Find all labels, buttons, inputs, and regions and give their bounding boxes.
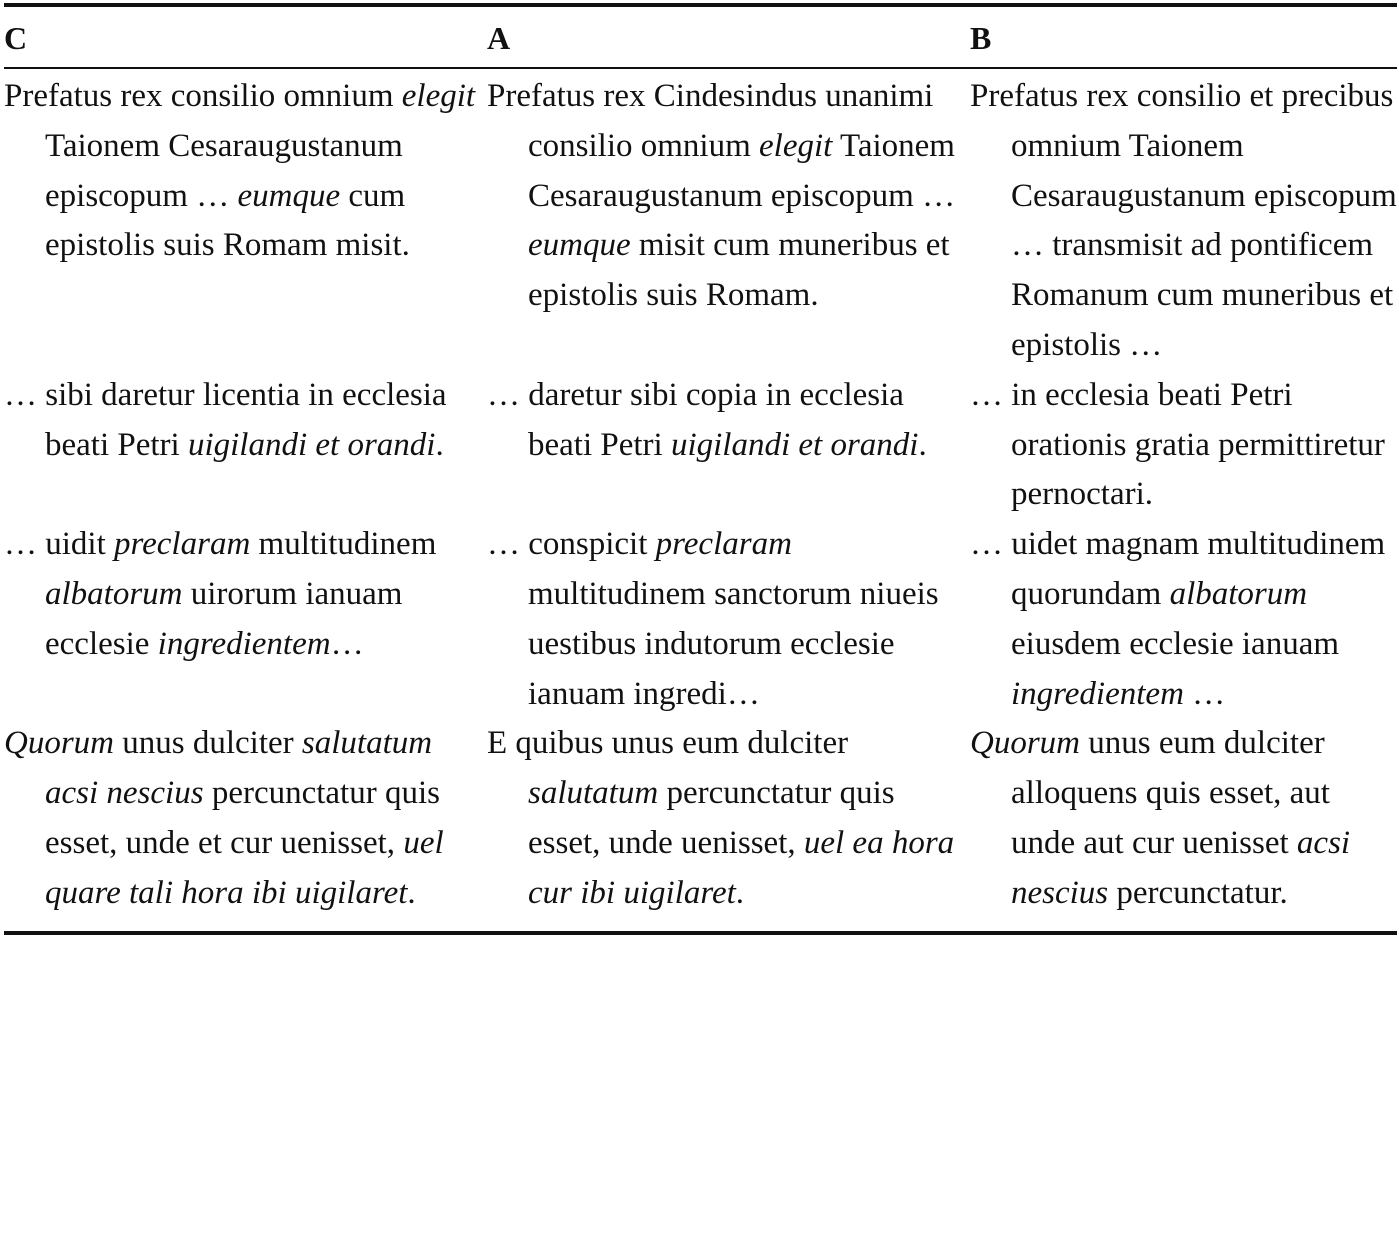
text-segment: multitudinem sanctorum niueis uestibus indutorum ecclesie ianuam ingredi…	[528, 575, 939, 712]
parallel-text-table	[4, 3, 1397, 935]
italic-text-segment: salutatum	[528, 775, 659, 812]
table-cell-c	[4, 520, 487, 719]
italic-text-segment: albatorum	[1169, 575, 1308, 612]
italic-text-segment: ingredientem	[157, 625, 331, 662]
text-segment: uirorum ianuam ecclesie	[45, 575, 403, 662]
text-segment: percunctatur quis esset, unde et cur uenisset,	[45, 775, 440, 861]
italic-text-segment: preclaram	[655, 526, 792, 563]
text-segment: .	[918, 426, 927, 463]
table-row	[4, 371, 1397, 520]
italic-text-segment: uel quare tali hora ibi uigilaret	[45, 824, 444, 911]
italic-text-segment: uel ea hora cur ibi uigilaret	[528, 824, 955, 911]
italic-text-segment: elegit	[759, 127, 833, 164]
text-segment: Prefatus rex consilio et precibus omnium Taionem Cesaraugustanum episcopum … transmisit ad pontificem Romanum cum muneribus et epistolis …	[970, 78, 1397, 363]
italic-text-segment: uigilandi et orandi	[670, 426, 919, 463]
italic-text-segment: eumque	[528, 227, 631, 264]
text-segment: percunctatur quis esset, unde uenisset,	[528, 775, 895, 861]
text-segment: …	[330, 625, 364, 662]
italic-text-segment: albatorum	[45, 575, 183, 612]
text-segment: .	[435, 426, 444, 463]
column-header-b: B	[970, 20, 992, 56]
text-segment: Prefatus rex consilio omnium	[4, 78, 402, 114]
italic-text-segment: salutatum acsi nescius	[45, 725, 433, 812]
table-row	[4, 520, 1397, 719]
text-segment: …	[1183, 675, 1226, 712]
column-header-a: A	[487, 20, 511, 56]
italic-text-segment: Quorum	[4, 725, 115, 762]
table-cell-c	[4, 719, 487, 918]
text-segment: Taionem Cesaraugustanum episcopum …	[528, 127, 956, 214]
table-body	[4, 69, 1397, 919]
text-segment: Prefatus rex Cindesindus unanimi consilio omnium	[487, 78, 934, 164]
text-segment: .	[407, 874, 416, 911]
table-cell-c	[4, 371, 487, 520]
italic-text-segment: eumque	[237, 177, 341, 214]
italic-text-segment: acsi nescius	[1011, 824, 1351, 911]
table-cell-a	[487, 371, 970, 520]
text-segment: eiusdem ecclesie ianuam	[1011, 625, 1340, 662]
table-cell-a	[487, 520, 970, 719]
table-row	[4, 72, 1397, 371]
text-segment: unus dulciter	[114, 725, 302, 762]
table-cell-b	[970, 371, 1397, 520]
text-segment: percunctatur.	[1108, 874, 1288, 911]
text-segment: multitudinem	[250, 526, 437, 563]
text-segment: … in ecclesia beati Petri orationis gratia permittiretur pernoctari.	[970, 376, 1385, 513]
table-cell-a	[487, 72, 970, 371]
table-cell-b	[970, 719, 1397, 918]
table-cell-b	[970, 72, 1397, 371]
text-segment: misit cum muneribus et epistolis suis Romam.	[528, 227, 950, 314]
table-header-row	[4, 7, 1397, 67]
text-segment: … sibi daretur licentia in ecclesia beati Petri	[4, 376, 447, 463]
text-segment: … daretur sibi copia in ecclesia beati Petri	[487, 376, 904, 463]
text-segment: .	[735, 874, 745, 911]
italic-text-segment: elegit	[401, 78, 476, 114]
text-segment: Taionem Cesaraugustanum episcopum …	[45, 127, 403, 214]
text-segment: cum epistolis suis Romam misit.	[45, 177, 410, 264]
table-cell-b	[970, 520, 1397, 719]
column-header-c: C	[4, 20, 28, 56]
italic-text-segment: uigilandi et orandi	[187, 426, 436, 463]
text-segment: … conspicit	[487, 526, 656, 563]
table-cell-a	[487, 719, 970, 918]
text-segment: unus eum dulciter alloquens quis esset, aut unde aut cur uenisset	[1011, 725, 1330, 861]
table-bottom-rule	[4, 931, 1397, 935]
italic-text-segment: ingredientem	[1011, 675, 1184, 712]
text-segment: E quibus unus eum dulciter	[487, 725, 849, 762]
italic-text-segment: preclaram	[114, 526, 251, 563]
table-row	[4, 719, 1397, 918]
text-segment: … uidit	[4, 526, 115, 563]
table-cell-c	[4, 72, 487, 371]
text-segment: … uidet magnam multitudinem quorundam	[970, 526, 1386, 612]
italic-text-segment: Quorum	[970, 725, 1081, 762]
